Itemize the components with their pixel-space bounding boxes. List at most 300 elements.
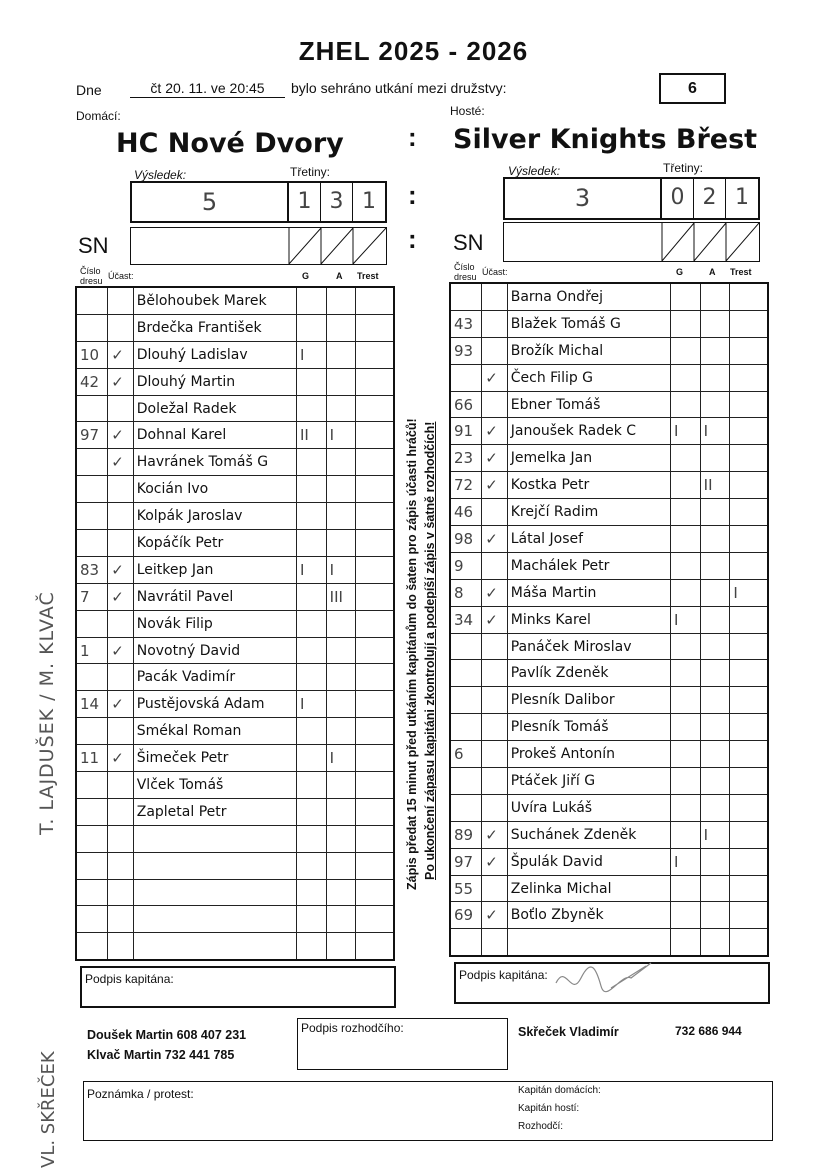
away-penalty-cell[interactable] [730, 337, 768, 364]
home-goals-cell[interactable] [296, 503, 326, 530]
home-player-name[interactable]: Smékal Roman [133, 718, 296, 745]
away-assists-cell[interactable]: II [700, 472, 730, 499]
away-sn-box[interactable] [503, 222, 760, 262]
match-number-box[interactable] [659, 73, 726, 104]
home-goals-cell[interactable] [296, 476, 326, 503]
home-goals-cell[interactable] [296, 745, 326, 772]
away-player-name[interactable]: Špulák David [507, 848, 670, 875]
away-assists-cell[interactable] [700, 579, 730, 606]
away-penalty-cell[interactable] [730, 794, 768, 821]
away-goals-cell[interactable] [670, 902, 700, 929]
away-attendance-check[interactable]: ✓ [482, 848, 507, 875]
home-captain-signature[interactable] [80, 966, 396, 1008]
away-goals-cell[interactable] [670, 741, 700, 768]
home-penalty-cell[interactable] [356, 341, 394, 368]
away-attendance-check[interactable] [482, 552, 507, 579]
home-assists-cell[interactable] [326, 341, 356, 368]
home-penalty-cell[interactable] [356, 449, 394, 476]
home-penalty-cell[interactable] [356, 933, 394, 960]
away-attendance-check[interactable]: ✓ [482, 821, 507, 848]
away-goals-cell[interactable] [670, 472, 700, 499]
home-assists-cell[interactable] [326, 610, 356, 637]
home-player-name[interactable]: Novotný David [133, 637, 296, 664]
home-assists-cell[interactable] [326, 287, 356, 314]
away-penalty-cell[interactable] [730, 687, 768, 714]
away-player-name[interactable]: Jemelka Jan [507, 445, 670, 472]
home-goals-cell[interactable] [296, 798, 326, 825]
away-jersey-number[interactable] [450, 633, 482, 660]
away-attendance-check[interactable]: ✓ [482, 606, 507, 633]
home-attendance-check[interactable]: ✓ [108, 637, 133, 664]
home-player-name[interactable]: Kocián Ivo [133, 476, 296, 503]
away-player-name[interactable]: Plesník Tomáš [507, 714, 670, 741]
home-penalty-cell[interactable] [356, 314, 394, 341]
home-player-name[interactable]: Dlouhý Ladislav [133, 341, 296, 368]
home-jersey-number[interactable]: 42 [76, 368, 108, 395]
home-player-name[interactable]: Novák Filip [133, 610, 296, 637]
home-penalty-cell[interactable] [356, 718, 394, 745]
date-value[interactable]: čt 20. 11. ve 20:45 [130, 80, 285, 98]
away-jersey-number[interactable]: 23 [450, 445, 482, 472]
home-jersey-number[interactable] [76, 530, 108, 557]
home-jersey-number[interactable] [76, 395, 108, 422]
home-attendance-check[interactable] [108, 852, 133, 879]
away-penalty-cell[interactable] [730, 768, 768, 795]
away-penalty-cell[interactable] [730, 606, 768, 633]
away-assists-cell[interactable]: I [700, 821, 730, 848]
home-goals-cell[interactable] [296, 395, 326, 422]
away-assists-cell[interactable] [700, 794, 730, 821]
away-goals-cell[interactable] [670, 579, 700, 606]
away-penalty-cell[interactable] [730, 821, 768, 848]
away-player-name[interactable]: Zelinka Michal [507, 875, 670, 902]
away-player-name[interactable]: Ptáček Jiří G [507, 768, 670, 795]
away-jersey-number[interactable] [450, 714, 482, 741]
away-penalty-cell[interactable] [730, 875, 768, 902]
away-player-name[interactable]: Barna Ondřej [507, 283, 670, 310]
away-assists-cell[interactable] [700, 337, 730, 364]
home-assists-cell[interactable] [326, 691, 356, 718]
home-assists-cell[interactable] [326, 906, 356, 933]
away-jersey-number[interactable]: 97 [450, 848, 482, 875]
home-player-name[interactable] [133, 825, 296, 852]
away-penalty-cell[interactable] [730, 364, 768, 391]
away-player-name[interactable]: Čech Filip G [507, 364, 670, 391]
away-attendance-check[interactable] [482, 499, 507, 526]
away-jersey-number[interactable]: 93 [450, 337, 482, 364]
away-player-name[interactable]: Machálek Petr [507, 552, 670, 579]
away-jersey-number[interactable] [450, 794, 482, 821]
home-penalty-cell[interactable] [356, 610, 394, 637]
away-player-name[interactable]: Pavlík Zdeněk [507, 660, 670, 687]
away-jersey-number[interactable]: 46 [450, 499, 482, 526]
home-assists-cell[interactable] [326, 772, 356, 799]
away-jersey-number[interactable]: 69 [450, 902, 482, 929]
home-player-name[interactable] [133, 852, 296, 879]
away-goals-cell[interactable] [670, 552, 700, 579]
away-assists-cell[interactable] [700, 714, 730, 741]
home-penalty-cell[interactable] [356, 745, 394, 772]
away-goals-cell[interactable] [670, 337, 700, 364]
home-attendance-check[interactable]: ✓ [108, 583, 133, 610]
away-goals-cell[interactable] [670, 445, 700, 472]
away-attendance-check[interactable] [482, 794, 507, 821]
home-jersey-number[interactable] [76, 798, 108, 825]
home-attendance-check[interactable] [108, 879, 133, 906]
home-jersey-number[interactable] [76, 476, 108, 503]
away-jersey-number[interactable] [450, 768, 482, 795]
home-goals-cell[interactable] [296, 906, 326, 933]
away-assists-cell[interactable] [700, 364, 730, 391]
away-assists-cell[interactable] [700, 741, 730, 768]
home-attendance-check[interactable]: ✓ [108, 341, 133, 368]
home-assists-cell[interactable]: III [326, 583, 356, 610]
home-goals-cell[interactable] [296, 314, 326, 341]
home-penalty-cell[interactable] [356, 664, 394, 691]
home-assists-cell[interactable]: I [326, 745, 356, 772]
away-penalty-cell[interactable] [730, 660, 768, 687]
away-jersey-number[interactable] [450, 364, 482, 391]
home-goals-cell[interactable]: I [296, 556, 326, 583]
away-player-name[interactable]: Plesník Dalibor [507, 687, 670, 714]
home-goals-cell[interactable] [296, 583, 326, 610]
away-jersey-number[interactable]: 34 [450, 606, 482, 633]
home-goals-cell[interactable] [296, 287, 326, 314]
away-jersey-number[interactable]: 72 [450, 472, 482, 499]
away-attendance-check[interactable]: ✓ [482, 472, 507, 499]
referee-signature-box[interactable] [297, 1018, 508, 1070]
away-player-name[interactable]: Panáček Miroslav [507, 633, 670, 660]
home-player-name[interactable]: Bělohoubek Marek [133, 287, 296, 314]
away-attendance-check[interactable] [482, 687, 507, 714]
away-penalty-cell[interactable] [730, 310, 768, 337]
home-player-name[interactable]: Navrátil Pavel [133, 583, 296, 610]
away-goals-cell[interactable] [670, 794, 700, 821]
away-attendance-check[interactable] [482, 875, 507, 902]
away-goals-cell[interactable] [670, 821, 700, 848]
home-jersey-number[interactable] [76, 449, 108, 476]
home-jersey-number[interactable] [76, 852, 108, 879]
away-jersey-number[interactable] [450, 283, 482, 310]
home-penalty-cell[interactable] [356, 772, 394, 799]
home-jersey-number[interactable] [76, 664, 108, 691]
away-assists-cell[interactable] [700, 552, 730, 579]
away-penalty-cell[interactable] [730, 714, 768, 741]
home-assists-cell[interactable] [326, 852, 356, 879]
away-goals-cell[interactable]: I [670, 606, 700, 633]
home-penalty-cell[interactable] [356, 879, 394, 906]
away-assists-cell[interactable] [700, 499, 730, 526]
home-attendance-check[interactable] [108, 772, 133, 799]
home-penalty-cell[interactable] [356, 798, 394, 825]
away-penalty-cell[interactable] [730, 391, 768, 418]
home-penalty-cell[interactable] [356, 368, 394, 395]
away-attendance-check[interactable] [482, 283, 507, 310]
away-attendance-check[interactable]: ✓ [482, 418, 507, 445]
away-assists-cell[interactable] [700, 445, 730, 472]
home-player-name[interactable]: Zapletal Petr [133, 798, 296, 825]
home-attendance-check[interactable]: ✓ [108, 556, 133, 583]
away-penalty-cell[interactable] [730, 848, 768, 875]
home-assists-cell[interactable]: I [326, 422, 356, 449]
home-goals-cell[interactable] [296, 933, 326, 960]
away-goals-cell[interactable] [670, 660, 700, 687]
home-jersey-number[interactable]: 10 [76, 341, 108, 368]
home-jersey-number[interactable] [76, 906, 108, 933]
away-player-name[interactable]: Suchánek Zdeněk [507, 821, 670, 848]
away-assists-cell[interactable] [700, 768, 730, 795]
away-penalty-cell[interactable] [730, 472, 768, 499]
home-goals-cell[interactable] [296, 718, 326, 745]
away-penalty-cell[interactable] [730, 526, 768, 553]
away-player-name[interactable]: Minks Karel [507, 606, 670, 633]
away-player-name[interactable]: Janoušek Radek C [507, 418, 670, 445]
home-goals-cell[interactable] [296, 530, 326, 557]
notes-box[interactable] [83, 1081, 773, 1141]
home-jersey-number[interactable] [76, 610, 108, 637]
away-penalty-cell[interactable] [730, 418, 768, 445]
away-goals-cell[interactable] [670, 633, 700, 660]
away-goals-cell[interactable] [670, 364, 700, 391]
home-player-name[interactable]: Kolpák Jaroslav [133, 503, 296, 530]
home-assists-cell[interactable]: I [326, 556, 356, 583]
away-attendance-check[interactable] [482, 391, 507, 418]
home-assists-cell[interactable] [326, 530, 356, 557]
home-goals-cell[interactable] [296, 852, 326, 879]
home-attendance-check[interactable]: ✓ [108, 745, 133, 772]
home-assists-cell[interactable] [326, 879, 356, 906]
away-attendance-check[interactable]: ✓ [482, 902, 507, 929]
home-assists-cell[interactable] [326, 314, 356, 341]
away-jersey-number[interactable]: 66 [450, 391, 482, 418]
away-attendance-check[interactable] [482, 714, 507, 741]
away-assists-cell[interactable] [700, 929, 730, 956]
away-assists-cell[interactable] [700, 902, 730, 929]
away-penalty-cell[interactable] [730, 445, 768, 472]
away-assists-cell[interactable] [700, 391, 730, 418]
home-score-box[interactable] [130, 181, 387, 223]
home-attendance-check[interactable] [108, 798, 133, 825]
away-jersey-number[interactable]: 89 [450, 821, 482, 848]
home-player-name[interactable] [133, 933, 296, 960]
away-goals-cell[interactable] [670, 875, 700, 902]
home-jersey-number[interactable]: 83 [76, 556, 108, 583]
home-attendance-check[interactable] [108, 530, 133, 557]
home-jersey-number[interactable] [76, 503, 108, 530]
home-goals-cell[interactable]: I [296, 691, 326, 718]
away-assists-cell[interactable] [700, 848, 730, 875]
home-attendance-check[interactable]: ✓ [108, 422, 133, 449]
away-penalty-cell[interactable] [730, 283, 768, 310]
home-penalty-cell[interactable] [356, 503, 394, 530]
home-jersey-number[interactable] [76, 825, 108, 852]
home-attendance-check[interactable] [108, 906, 133, 933]
home-attendance-check[interactable] [108, 933, 133, 960]
home-penalty-cell[interactable] [356, 906, 394, 933]
home-jersey-number[interactable]: 7 [76, 583, 108, 610]
home-penalty-cell[interactable] [356, 476, 394, 503]
home-penalty-cell[interactable] [356, 637, 394, 664]
away-player-name[interactable]: Blažek Tomáš G [507, 310, 670, 337]
away-player-name[interactable]: Brožík Michal [507, 337, 670, 364]
home-attendance-check[interactable]: ✓ [108, 691, 133, 718]
home-player-name[interactable]: Leitkep Jan [133, 556, 296, 583]
away-assists-cell[interactable] [700, 633, 730, 660]
away-goals-cell[interactable]: I [670, 418, 700, 445]
away-goals-cell[interactable] [670, 310, 700, 337]
away-penalty-cell[interactable] [730, 552, 768, 579]
home-jersey-number[interactable] [76, 933, 108, 960]
away-attendance-check[interactable]: ✓ [482, 579, 507, 606]
away-jersey-number[interactable]: 55 [450, 875, 482, 902]
home-jersey-number[interactable] [76, 772, 108, 799]
away-goals-cell[interactable] [670, 714, 700, 741]
home-goals-cell[interactable] [296, 664, 326, 691]
away-goals-cell[interactable] [670, 391, 700, 418]
home-assists-cell[interactable] [326, 825, 356, 852]
away-captain-signature[interactable] [454, 962, 770, 1004]
away-player-name[interactable]: Látal Josef [507, 526, 670, 553]
away-attendance-check[interactable] [482, 310, 507, 337]
away-assists-cell[interactable] [700, 875, 730, 902]
home-goals-cell[interactable]: I [296, 341, 326, 368]
away-player-name[interactable]: Boťlo Zbyněk [507, 902, 670, 929]
home-penalty-cell[interactable] [356, 422, 394, 449]
home-jersey-number[interactable] [76, 314, 108, 341]
home-attendance-check[interactable] [108, 664, 133, 691]
away-goals-cell[interactable]: I [670, 848, 700, 875]
home-assists-cell[interactable] [326, 637, 356, 664]
away-attendance-check[interactable] [482, 768, 507, 795]
home-assists-cell[interactable] [326, 718, 356, 745]
home-assists-cell[interactable] [326, 933, 356, 960]
home-penalty-cell[interactable] [356, 852, 394, 879]
home-jersey-number[interactable]: 11 [76, 745, 108, 772]
home-player-name[interactable]: Doležal Radek [133, 395, 296, 422]
away-goals-cell[interactable] [670, 768, 700, 795]
away-penalty-cell[interactable] [730, 633, 768, 660]
home-goals-cell[interactable] [296, 637, 326, 664]
home-player-name[interactable]: Dlouhý Martin [133, 368, 296, 395]
away-player-name[interactable]: Ebner Tomáš [507, 391, 670, 418]
home-goals-cell[interactable] [296, 772, 326, 799]
away-jersey-number[interactable]: 8 [450, 579, 482, 606]
away-goals-cell[interactable] [670, 526, 700, 553]
away-jersey-number[interactable]: 9 [450, 552, 482, 579]
home-jersey-number[interactable] [76, 879, 108, 906]
away-player-name[interactable]: Máša Martin [507, 579, 670, 606]
away-assists-cell[interactable] [700, 606, 730, 633]
away-attendance-check[interactable]: ✓ [482, 364, 507, 391]
away-attendance-check[interactable] [482, 741, 507, 768]
home-player-name[interactable]: Kopáčík Petr [133, 530, 296, 557]
home-attendance-check[interactable] [108, 610, 133, 637]
home-jersey-number[interactable] [76, 718, 108, 745]
home-player-name[interactable]: Dohnal Karel [133, 422, 296, 449]
home-player-name[interactable]: Brdečka František [133, 314, 296, 341]
away-goals-cell[interactable] [670, 499, 700, 526]
home-jersey-number[interactable]: 1 [76, 637, 108, 664]
home-assists-cell[interactable] [326, 503, 356, 530]
home-penalty-cell[interactable] [356, 287, 394, 314]
home-player-name[interactable]: Pustějovská Adam [133, 691, 296, 718]
away-attendance-check[interactable] [482, 337, 507, 364]
away-penalty-cell[interactable] [730, 741, 768, 768]
home-goals-cell[interactable] [296, 879, 326, 906]
away-assists-cell[interactable] [700, 283, 730, 310]
home-goals-cell[interactable] [296, 610, 326, 637]
away-jersey-number[interactable]: 98 [450, 526, 482, 553]
home-goals-cell[interactable] [296, 825, 326, 852]
away-player-name[interactable]: Prokeš Antonín [507, 741, 670, 768]
home-goals-cell[interactable] [296, 368, 326, 395]
home-penalty-cell[interactable] [356, 583, 394, 610]
away-penalty-cell[interactable]: I [730, 579, 768, 606]
home-assists-cell[interactable] [326, 476, 356, 503]
away-assists-cell[interactable] [700, 687, 730, 714]
away-jersey-number[interactable]: 91 [450, 418, 482, 445]
home-penalty-cell[interactable] [356, 530, 394, 557]
home-player-name[interactable]: Pacák Vadimír [133, 664, 296, 691]
home-attendance-check[interactable] [108, 314, 133, 341]
away-jersey-number[interactable] [450, 660, 482, 687]
home-goals-cell[interactable]: II [296, 422, 326, 449]
home-assists-cell[interactable] [326, 664, 356, 691]
away-jersey-number[interactable]: 6 [450, 741, 482, 768]
home-attendance-check[interactable] [108, 395, 133, 422]
home-assists-cell[interactable] [326, 395, 356, 422]
home-penalty-cell[interactable] [356, 395, 394, 422]
home-jersey-number[interactable]: 97 [76, 422, 108, 449]
home-assists-cell[interactable] [326, 798, 356, 825]
away-assists-cell[interactable] [700, 310, 730, 337]
away-attendance-check[interactable]: ✓ [482, 445, 507, 472]
away-attendance-check[interactable]: ✓ [482, 526, 507, 553]
away-assists-cell[interactable] [700, 660, 730, 687]
away-goals-cell[interactable] [670, 929, 700, 956]
home-player-name[interactable]: Vlček Tomáš [133, 772, 296, 799]
away-player-name[interactable] [507, 929, 670, 956]
home-assists-cell[interactable] [326, 368, 356, 395]
away-player-name[interactable]: Kostka Petr [507, 472, 670, 499]
away-player-name[interactable]: Uvíra Lukáš [507, 794, 670, 821]
home-player-name[interactable]: Havránek Tomáš G [133, 449, 296, 476]
away-attendance-check[interactable] [482, 929, 507, 956]
away-penalty-cell[interactable] [730, 929, 768, 956]
away-goals-cell[interactable] [670, 687, 700, 714]
away-player-name[interactable]: Krejčí Radim [507, 499, 670, 526]
home-attendance-check[interactable] [108, 476, 133, 503]
home-sn-box[interactable] [130, 227, 387, 265]
away-penalty-cell[interactable] [730, 902, 768, 929]
home-attendance-check[interactable]: ✓ [108, 368, 133, 395]
home-attendance-check[interactable] [108, 503, 133, 530]
away-jersey-number[interactable]: 43 [450, 310, 482, 337]
away-jersey-number[interactable] [450, 687, 482, 714]
home-penalty-cell[interactable] [356, 691, 394, 718]
home-player-name[interactable] [133, 879, 296, 906]
away-score-box[interactable] [503, 177, 760, 220]
home-jersey-number[interactable] [76, 287, 108, 314]
away-goals-cell[interactable] [670, 283, 700, 310]
home-player-name[interactable]: Šimeček Petr [133, 745, 296, 772]
away-penalty-cell[interactable] [730, 499, 768, 526]
home-assists-cell[interactable] [326, 449, 356, 476]
home-attendance-check[interactable] [108, 825, 133, 852]
home-jersey-number[interactable]: 14 [76, 691, 108, 718]
away-assists-cell[interactable] [700, 526, 730, 553]
home-attendance-check[interactable] [108, 287, 133, 314]
